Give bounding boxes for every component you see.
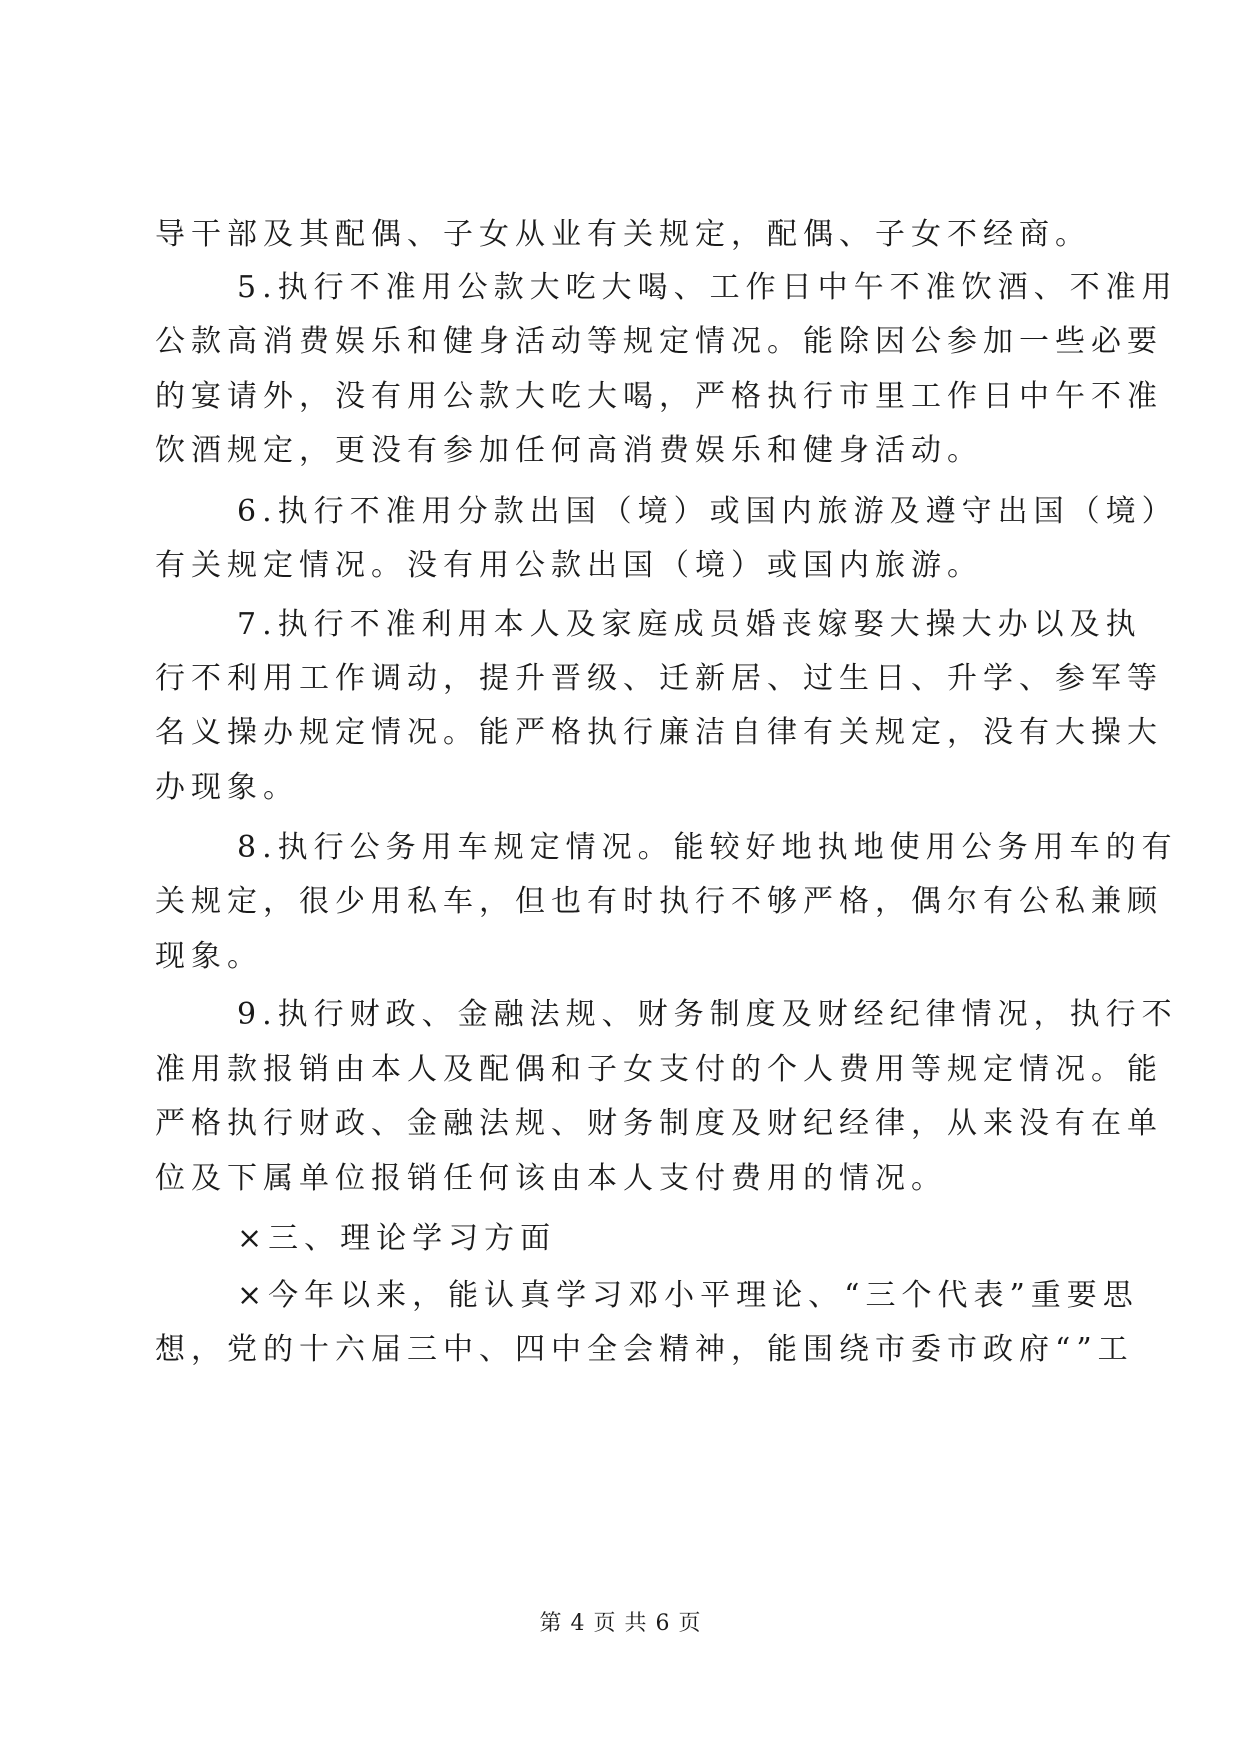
text-line: 5.执行不准用公款大吃大喝、工作日中午不准饮酒、不准用 bbox=[237, 270, 1178, 305]
text-line: 9.执行财政、金融法规、财务制度及财经纪律情况，执行不 bbox=[237, 997, 1178, 1032]
text-line: 严格执行财政、金融法规、财务制度及财纪经律，从来没有在单 bbox=[155, 1106, 1163, 1141]
text-line: 办现象。 bbox=[155, 770, 299, 805]
text-line: 饮酒规定，更没有参加任何高消费娱乐和健身活动。 bbox=[155, 433, 983, 468]
text-line: 位及下属单位报销任何该由本人支付费用的情况。 bbox=[155, 1161, 947, 1196]
text-line: 有关规定情况。没有用公款出国（境）或国内旅游。 bbox=[155, 548, 983, 583]
text-line: 8.执行公务用车规定情况。能较好地执地使用公务用车的有 bbox=[237, 830, 1178, 865]
text-line: 现象。 bbox=[155, 939, 263, 974]
text-line: 公款高消费娱乐和健身活动等规定情况。能除因公参加一些必要 bbox=[155, 324, 1163, 359]
text-line: ×今年以来，能认真学习邓小平理论、“三个代表”重要思 bbox=[237, 1278, 1139, 1313]
page-number-footer: 第 4 页 共 6 页 bbox=[539, 1611, 702, 1636]
text-line: 行不利用工作调动，提升晋级、迁新居、过生日、升学、参军等 bbox=[155, 661, 1163, 696]
text-line: 想，党的十六届三中、四中全会精神，能围绕市委市政府“”工 bbox=[155, 1332, 1134, 1367]
text-line: 7.执行不准利用本人及家庭成员婚丧嫁娶大操大办以及执 bbox=[237, 607, 1142, 642]
text-line: 6.执行不准用分款出国（境）或国内旅游及遵守出国（境） bbox=[237, 494, 1178, 529]
text-line: 关规定，很少用私车，但也有时执行不够严格，偶尔有公私兼顾 bbox=[155, 884, 1163, 919]
section-heading: ×三、理论学习方面 bbox=[237, 1221, 557, 1256]
text-line: 准用款报销由本人及配偶和子女支付的个人费用等规定情况。能 bbox=[155, 1052, 1163, 1087]
text-line: 导干部及其配偶、子女从业有关规定，配偶、子女不经商。 bbox=[155, 217, 1091, 252]
text-line: 的宴请外，没有用公款大吃大喝，严格执行市里工作日中午不准 bbox=[155, 379, 1163, 414]
text-line: 名义操办规定情况。能严格执行廉洁自律有关规定，没有大操大 bbox=[155, 715, 1163, 750]
